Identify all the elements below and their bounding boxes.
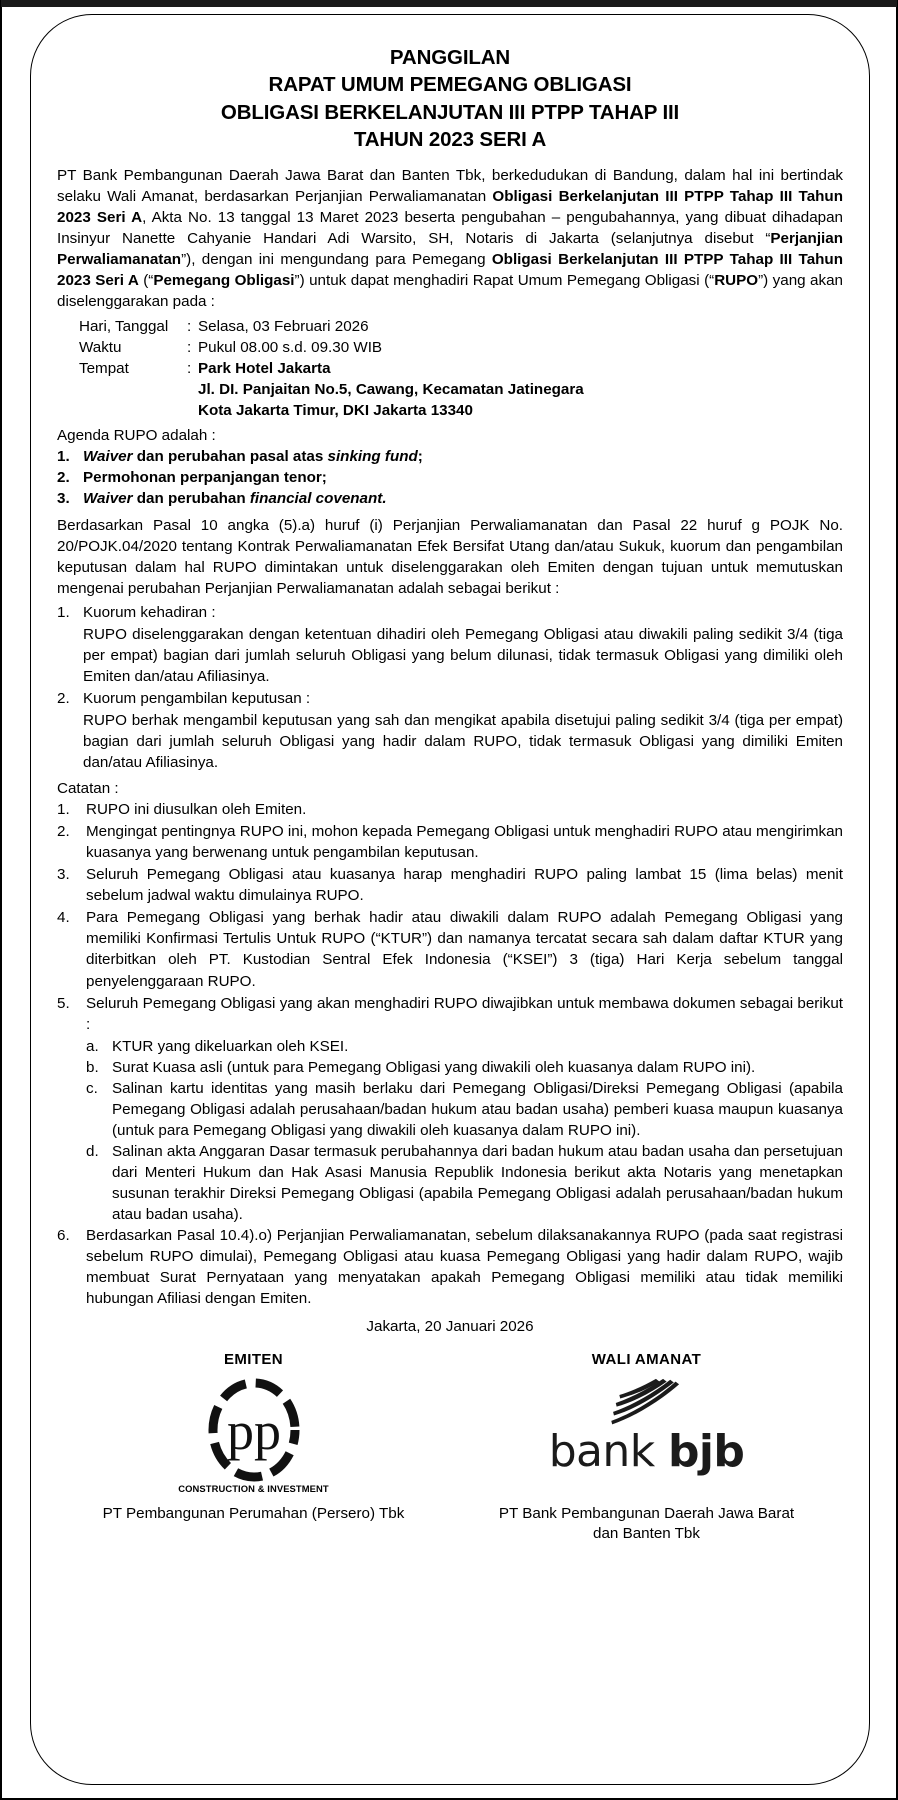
meeting-address-line-1: Jl. DI. Panjaitan No.5, Cawang, Kecamatan Jatinegara (198, 380, 584, 398)
emiten-company-name: PT Pembangunan Perumahan (Persero) Tbk (102, 1505, 405, 1523)
page-bottom-rule (1, 1798, 898, 1799)
agenda-item-text (83, 488, 843, 509)
note-subitem (86, 1057, 843, 1078)
meeting-sep-1: : (187, 318, 192, 336)
page-top-bar (1, 0, 898, 7)
meeting-sep-3: : (187, 359, 192, 377)
notes-sublist (57, 1036, 843, 1225)
emiten-role-label: EMITEN (223, 1351, 284, 1369)
agenda-item-marker: 2. (57, 469, 70, 487)
quorum-item-body-wrap (57, 710, 843, 773)
note-item-marker: 3. (57, 866, 70, 884)
meeting-row-time (79, 338, 843, 359)
intro-term-pemegang: Pemegang Obligasi (153, 272, 295, 290)
wali-amanat-role-label: WALI AMANAT (591, 1351, 702, 1369)
meeting-time-value: Pukul 08.00 s.d. 09.30 WIB (198, 339, 383, 357)
signature-column-emiten (57, 1351, 450, 1544)
agenda-item-marker: 3. (57, 490, 70, 508)
meeting-address-line-2: Kota Jakarta Timur, DKI Jakarta 13340 (198, 401, 473, 419)
closing-date: Jakarta, 20 Januari 2026 (366, 1318, 534, 1336)
meeting-row-place (79, 359, 843, 380)
note-subitem (86, 1078, 843, 1141)
quorum-item-title: Kuorum kehadiran : (83, 603, 216, 621)
note-subitem (86, 1036, 843, 1057)
agenda-1-italic-pre: Waiver (83, 448, 133, 466)
intro-term-perjanjian: Perjanjian Perwaliamanatan (57, 230, 843, 269)
wali-amanat-logo-box (450, 1378, 843, 1496)
quorum-item-marker: 2. (57, 689, 70, 707)
wali-amanat-company-line-1: PT Bank Pembangunan Daerah Jawa Barat (498, 1505, 795, 1523)
note-item-marker: 5. (57, 994, 70, 1012)
meeting-place-value: Park Hotel Jakarta (198, 359, 331, 377)
note-subitem-marker: b. (86, 1058, 99, 1076)
quorum-item-heading (57, 688, 843, 709)
intro-paragraph (57, 165, 843, 312)
page-left-rule (1, 7, 2, 1800)
meeting-place-label: Tempat (79, 359, 129, 377)
note-item-text: Seluruh Pemegang Obligasi yang akan menghadiri RUPO diwajibkan untuk membawa dokumen sebagai berikut : (86, 994, 843, 1033)
agenda-heading: Agenda RUPO adalah : (57, 427, 216, 445)
title-line-3: OBLIGASI BERKELANJUTAN III PTPP TAHAP III (220, 100, 680, 124)
quorum-item-title: Kuorum pengambilan keputusan : (83, 689, 311, 707)
agenda-item (57, 488, 843, 509)
note-item-marker: 6. (57, 1227, 70, 1245)
note-subitem-text: KTUR yang dikeluarkan oleh KSEI. (112, 1037, 349, 1055)
bjb-word-bjb: bjb (667, 1426, 745, 1478)
meeting-details (57, 317, 843, 421)
meeting-row-date (79, 317, 843, 338)
note-item (57, 864, 843, 906)
quorum-list (57, 602, 843, 773)
intro-seg-g: (“ (138, 272, 154, 290)
agenda-3-mid: dan perubahan (132, 490, 250, 508)
note-item (57, 1225, 843, 1309)
pp-logo-tagline: CONSTRUCTION & INVESTMENT (178, 1483, 329, 1495)
agenda-list (57, 446, 843, 509)
agenda-item-text: Permohonan perpanjangan tenor; (83, 469, 327, 487)
intro-seg-i: ”) untuk dapat menghadiri Rapat Umum Pemegang Obligasi (“ (294, 272, 715, 290)
signature-column-wali-amanat (450, 1351, 843, 1544)
bjb-word-bank: bank (548, 1426, 655, 1478)
note-subitem-text: Surat Kuasa asli (untuk para Pemegang Obligasi yang diwakili oleh kuasanya dalam RUPO ini). (112, 1058, 756, 1076)
note-item-marker: 4. (57, 909, 70, 927)
notice-content (57, 44, 843, 1544)
title-line-1: PANGGILAN (389, 46, 511, 69)
page-right-rule (896, 7, 897, 1800)
intro-seg-k: ”) yang akan diselenggarakan pada : (57, 272, 843, 311)
agenda-1-mid: dan perubahan pasal atas (132, 448, 328, 466)
title-line-2: RAPAT UMUM PEMEGANG OBLIGASI (268, 73, 632, 97)
quorum-item-body: RUPO berhak mengambil keputusan yang sah dan mengikat apabila disetujui paling sedikit 3/4 (tiga per empat) bagian dari jumlah seluruh Obligasi yang hadir dalam RUPO, tidak termasuk Obligasi yang dimiliki Emiten dan/atau Afiliasinya. (83, 711, 843, 772)
note-item-marker: 1. (57, 801, 70, 819)
pp-logo-icon (202, 1378, 306, 1482)
intro-bond-name-2: Obligasi Berkelanjutan III PTPP Tahap III Tahun 2023 Seri A (57, 251, 843, 290)
note-subitem-marker: a. (86, 1037, 99, 1055)
notes-heading: Catatan : (57, 780, 119, 798)
intro-seg-c: , Akta No. 13 tanggal 13 Maret 2023 beserta pengubahan – pengubahannya, yang dibuat dihadapan Insinyur Nanette Cahyanie Handari Adi Warsito, SH, Notaris di Jakarta (selanjutnya disebut “ (57, 208, 844, 248)
note-item (57, 907, 843, 991)
intro-seg-a: PT Bank Pembangunan Daerah Jawa Barat dan Banten Tbk, berkedudukan di Bandung, dalam hal ini bertindak selaku Wali Amanat, berdasarkan Perjanjian Perwaliamanatan (57, 166, 843, 205)
bjb-logo-icon (604, 1378, 690, 1428)
note-subitem-text: Salinan kartu identitas yang masih berlaku dari Pemegang Obligasi/Direksi Pemegang Obligasi (apabila Pemegang Obligasi adalah perusahaan/badan hukum atau badan usaha) pemberi kuasa maupun kuasanya (untuk para Pemegang Obligasi yang diwakili oleh kuasanya dalam RUPO ini). (112, 1079, 843, 1139)
note-subitem-marker: d. (86, 1142, 99, 1160)
agenda-1-tail: ; (417, 448, 423, 466)
agenda-3-italic-post: financial covenant. (249, 490, 387, 508)
agenda-item-marker: 1. (57, 448, 70, 466)
note-item (57, 993, 843, 1035)
page-title (57, 44, 843, 154)
meeting-sep-2: : (187, 339, 192, 357)
note-subitem (86, 1141, 843, 1225)
bjb-wordmark (548, 1426, 745, 1478)
note-item-text: RUPO ini diusulkan oleh Emiten. (86, 801, 307, 819)
intro-term-rupo: RUPO (714, 272, 759, 290)
note-subitem-marker: c. (86, 1079, 98, 1097)
intro-bond-name-1: Obligasi Berkelanjutan III PTPP Tahap III Tahun 2023 Seri A (57, 187, 843, 226)
meeting-date-label: Hari, Tanggal (79, 318, 169, 336)
title-line-4: TAHUN 2023 SERI A (353, 128, 547, 152)
quorum-item-marker: 1. (57, 603, 70, 621)
signature-area (57, 1351, 843, 1544)
quorum-item-heading (57, 602, 843, 623)
note-item-text: Mengingat pentingnya RUPO ini, mohon kepada Pemegang Obligasi untuk menghadiri RUPO atau mengirimkan kuasanya yang berwenang untuk pengambilan keputusan. (86, 823, 843, 862)
note-item (57, 799, 843, 820)
intro-seg-e: ”), dengan ini mengundang para Pemegang (181, 251, 492, 269)
quorum-item-body-wrap (57, 624, 843, 687)
notes-list-continued (57, 1225, 843, 1309)
wali-amanat-company-line-2: dan Banten Tbk (593, 1525, 700, 1543)
agenda-item-text (83, 446, 843, 467)
note-item-marker: 2. (57, 823, 70, 841)
note-item (57, 821, 843, 863)
agenda-3-italic-pre: Waiver (83, 490, 133, 508)
quorum-intro-paragraph: Berdasarkan Pasal 10 angka (5).a) huruf (i) Perjanjian Perwaliamanatan dan Pasal 22 huruf g POJK No. 20/POJK.04/2020 tentang Kontrak Perwaliamanatan Efek Bersifat Utang dan/atau Sukuk, kuorum dan pengambilan keputusan dalam hal RUPO dimintakan untuk diselenggarakan oleh Emiten dengan tujuan untuk memutuskan mengenai perubahan Perjanjian Perwaliamanatan adalah sebagai berikut : (57, 516, 843, 597)
note-item-text: Berdasarkan Pasal 10.4).o) Perjanjian Perwaliamanatan, sebelum dilaksanakannya RUPO (pada saat registrasi sebelum RUPO dimulai), Pemegang Obligasi atau kuasa Pemegang Obligasi yang hadir dalam RUPO, wajib membuat Surat Pernyataan yang menyatakan apakah Pemegang Obligasi memiliki atau tidak memiliki hubungan Afiliasi dengan Emiten. (86, 1227, 843, 1308)
svg-text:pp: pp (226, 1401, 281, 1462)
agenda-1-italic-post: sinking fund (327, 448, 418, 466)
emiten-logo-box (57, 1378, 450, 1496)
note-item-text: Para Pemegang Obligasi yang berhak hadir atau diwakili dalam RUPO adalah Pemegang Obligasi yang memiliki Konfirmasi Tertulis Untuk RUPO (“KTUR”) dan namanya tercatat secara sah dalam daftar KTUR yang diterbitkan oleh PT. Kustodian Sentral Efek Indonesia (“KSEI”) 3 (tiga) Hari Kerja sebelum tanggal penyelenggaraan RUPO. (86, 909, 843, 990)
quorum-item-body: RUPO diselenggarakan dengan ketentuan dihadiri oleh Pemegang Obligasi atau diwakili paling sedikit 3/4 (tiga per empat) bagian dari jumlah seluruh Obligasi yang belum dilunasi, tidak termasuk Obligasi yang dimiliki oleh Emiten dan/atau Afiliasinya. (83, 625, 843, 685)
agenda-item (57, 446, 843, 467)
note-subitem-text: Salinan akta Anggaran Dasar termasuk perubahannya dari badan hukum atau badan usaha dan persetujuan dari Menteri Hukum dan Hak Asasi Manusia Republik Indonesia berikut akta Notaris yang menetapkan susunan terakhir Direksi Pemegang Obligasi (apabila Pemegang Obligasi adalah perusahaan/badan hukum atau badan usaha). (112, 1142, 843, 1224)
meeting-time-label: Waktu (79, 339, 122, 357)
note-item-text: Seluruh Pemegang Obligasi atau kuasanya harap menghadiri RUPO paling lambat 15 (lima belas) menit sebelum jadwal waktu dimulainya RUPO. (86, 866, 843, 905)
notes-list (57, 799, 843, 1035)
wali-amanat-company-name (450, 1504, 843, 1544)
meeting-date-value: Selasa, 03 Februari 2026 (198, 318, 369, 336)
agenda-item (57, 467, 843, 488)
